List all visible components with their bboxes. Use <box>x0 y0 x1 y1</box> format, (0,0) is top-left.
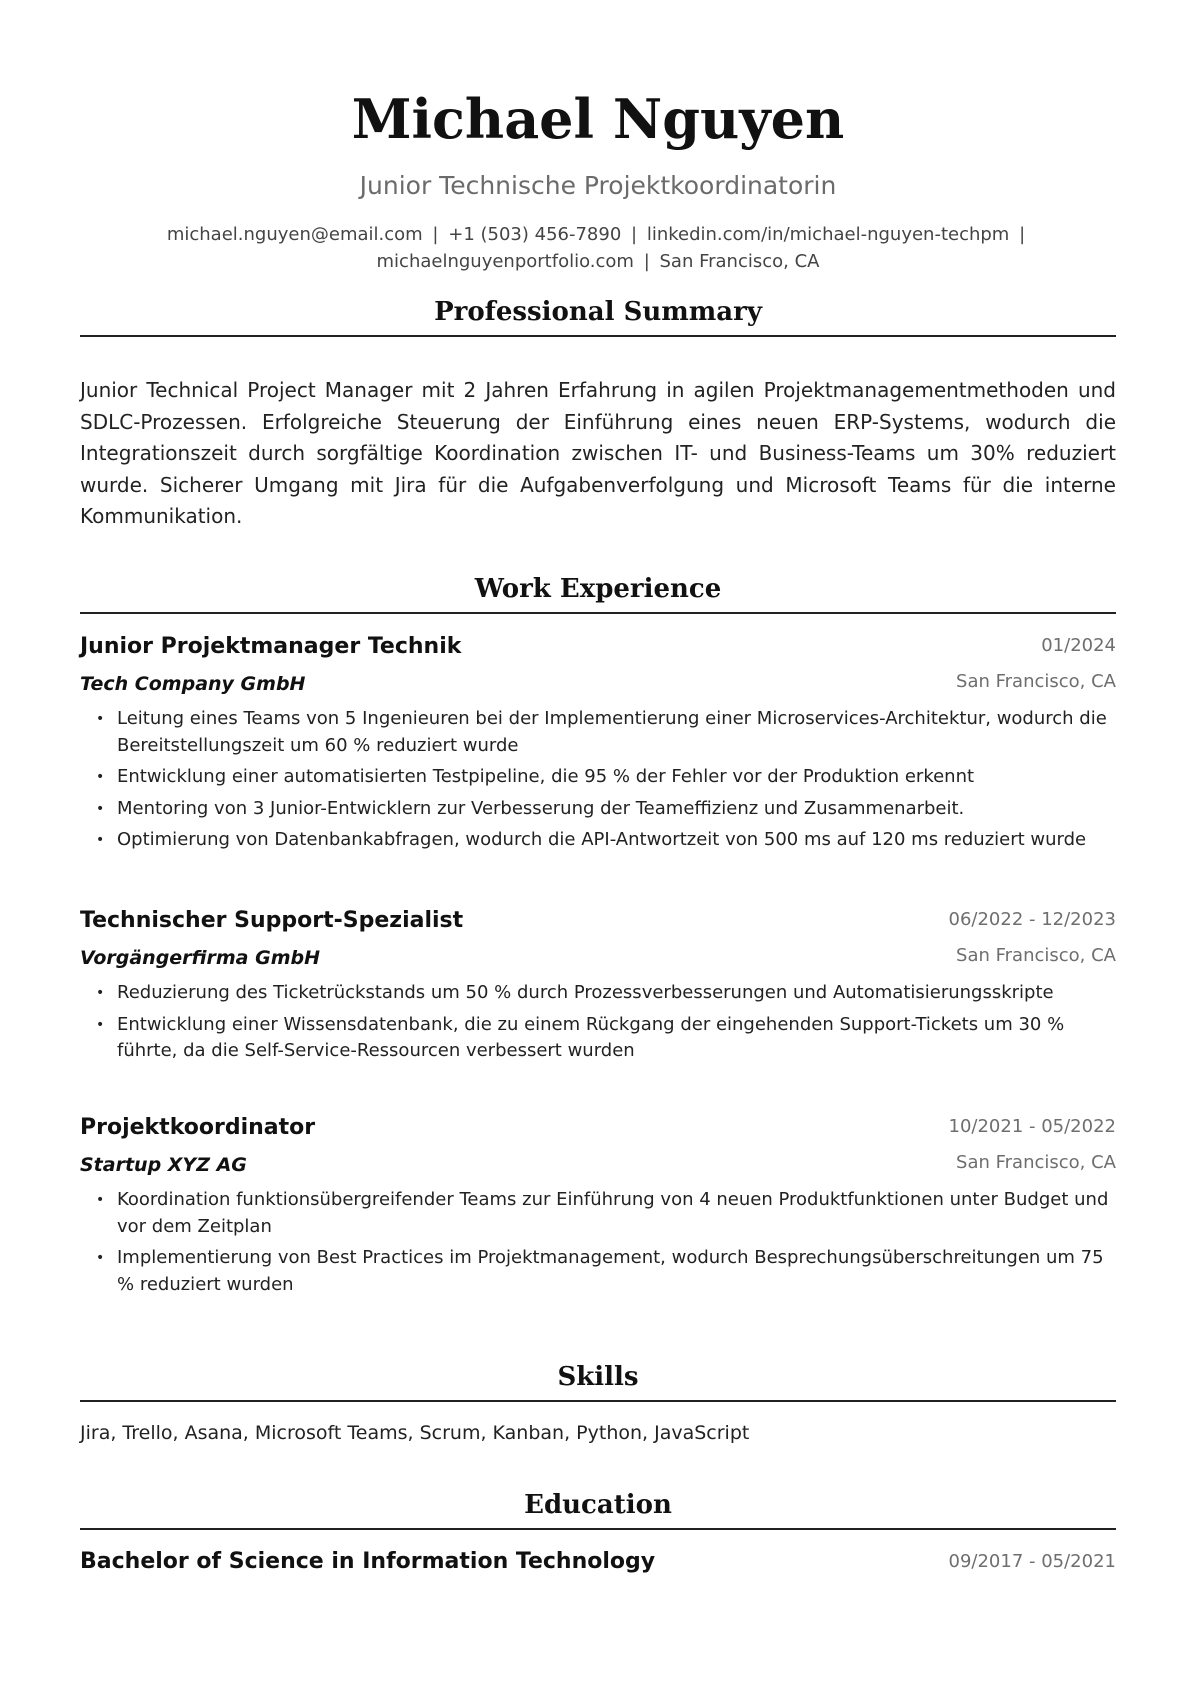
contact-info <box>140 221 1056 275</box>
job-date: 10/2021 - 05/2022 <box>948 1116 1116 1137</box>
job-bullet-text: Optimierung von Datenbankabfragen, wodurch die API-Antwortzeit von 500 ms auf 120 ms reduziert wurde <box>117 829 1087 850</box>
job-date: 01/2024 <box>1041 635 1116 656</box>
job-bullet-text: Entwicklung einer Wissensdatenbank, die zu einem Rückgang der eingehenden Support-Tickets um 30 % führte, da die Self-Service-Ressourcen verbessert wurden <box>117 1013 1065 1061</box>
job-bullet-text: Entwicklung einer automatisierten Testpipeline, die 95 % der Fehler vor der Produktion erkennt <box>117 766 975 787</box>
contact-separator: | <box>1019 224 1026 245</box>
job-bullet-text: Reduzierung des Ticketrückstands um 50 % durch Prozessverbesserungen und Automatisierungsskripte <box>117 982 1054 1003</box>
section-title: Education <box>524 1490 672 1520</box>
bullet-icon: • <box>96 769 105 785</box>
job-company: Tech Company GmbH <box>80 673 306 695</box>
contact-separator: | <box>643 251 650 272</box>
job-bullet-text: Leitung eines Teams von 5 Ingenieuren bei der Implementierung einer Microservices-Architektur, wodurch die Bereitstellungszeit um 60 % reduziert wurde <box>117 708 1107 756</box>
job-bullets <box>80 706 1116 859</box>
section-header-skills <box>80 1356 1116 1402</box>
job-company: Startup XYZ AG <box>80 1154 247 1176</box>
resume-name: Michael Nguyen <box>351 87 845 151</box>
job-bullet <box>80 827 1116 854</box>
job-bullet <box>80 980 1116 1007</box>
job-bullet <box>80 1245 1116 1298</box>
bullet-icon: • <box>96 985 105 1001</box>
section-title: Work Experience <box>474 574 722 604</box>
contact-email[interactable]: michael.nguyen@email.com <box>166 224 423 245</box>
job-bullet-text: Mentoring von 3 Junior-Entwicklern zur Verbesserung der Teameffizienz und Zusammenarbeit. <box>117 797 965 819</box>
job-bullet <box>80 764 1116 791</box>
skills-list: Jira, Trello, Asana, Microsoft Teams, Scrum, Kanban, Python, JavaScript <box>80 1422 750 1444</box>
contact-linkedin[interactable]: linkedin.com/in/michael-nguyen-techpm <box>646 224 1010 245</box>
contact-phone[interactable]: +1 (503) 456-7890 <box>448 224 622 245</box>
job-title: Junior Projektmanager Technik <box>80 634 462 659</box>
bullet-icon: • <box>96 1250 105 1266</box>
job-location: San Francisco, CA <box>956 671 1116 692</box>
section-header-education <box>80 1484 1116 1530</box>
job-bullet <box>80 1012 1116 1065</box>
job-bullets <box>80 980 1116 1070</box>
contact-portfolio[interactable]: michaelnguyenportfolio.com <box>376 251 634 272</box>
job-bullet <box>80 706 1116 759</box>
section-title: Professional Summary <box>434 297 762 327</box>
bullet-icon: • <box>96 1192 105 1208</box>
job-title: Projektkoordinator <box>80 1115 316 1140</box>
contact-separator: | <box>432 224 439 245</box>
section-header-summary <box>80 291 1116 337</box>
job-date: 06/2022 - 12/2023 <box>948 909 1116 930</box>
summary-text: Junior Technical Project Manager mit 2 Jahren Erfahrung in agilen Projektmanagementmethoden und SDLC-Prozessen. Erfolgreiche Steuerung der Einführung eines neuen ERP-Systems, wodurch die Integrationszeit durch sorgfältige Koordination zwischen IT- und Business-Teams um 30% reduziert wurde. Sicherer Umgang mit Jira für die Aufgabenverfolgung und Microsoft Teams für die interne Kommunikation. <box>80 378 1116 528</box>
bullet-icon: • <box>96 800 105 817</box>
job-location: San Francisco, CA <box>956 945 1116 966</box>
job-bullets <box>80 1187 1116 1303</box>
bullet-icon: • <box>96 711 105 727</box>
section-title: Skills <box>557 1362 639 1392</box>
contact-location: San Francisco, CA <box>659 251 820 272</box>
job-bullet-text: Implementierung von Best Practices im Projektmanagement, wodurch Besprechungsüberschreitungen um 75 % reduziert wurden <box>117 1247 1104 1295</box>
job-location: San Francisco, CA <box>956 1152 1116 1173</box>
job-bullet-text: Koordination funktionsübergreifender Teams zur Einführung von 4 neuen Produktfunktionen unter Budget und vor dem Zeitplan <box>117 1189 1109 1237</box>
bullet-icon: • <box>96 832 105 848</box>
contact-separator: | <box>631 224 638 245</box>
resume-page <box>80 0 1116 1683</box>
job-company: Vorgängerfirma GmbH <box>80 947 321 969</box>
bullet-icon: • <box>96 1016 105 1033</box>
job-title: Technischer Support-Spezialist <box>80 908 464 933</box>
education-degree: Bachelor of Science in Information Technology <box>80 1549 656 1574</box>
resume-title: Junior Technische Projektkoordinatorin <box>359 171 837 200</box>
job-bullet <box>80 1187 1116 1240</box>
section-header-experience <box>80 568 1116 614</box>
education-date: 09/2017 - 05/2021 <box>948 1551 1116 1572</box>
job-bullet <box>80 796 1116 823</box>
